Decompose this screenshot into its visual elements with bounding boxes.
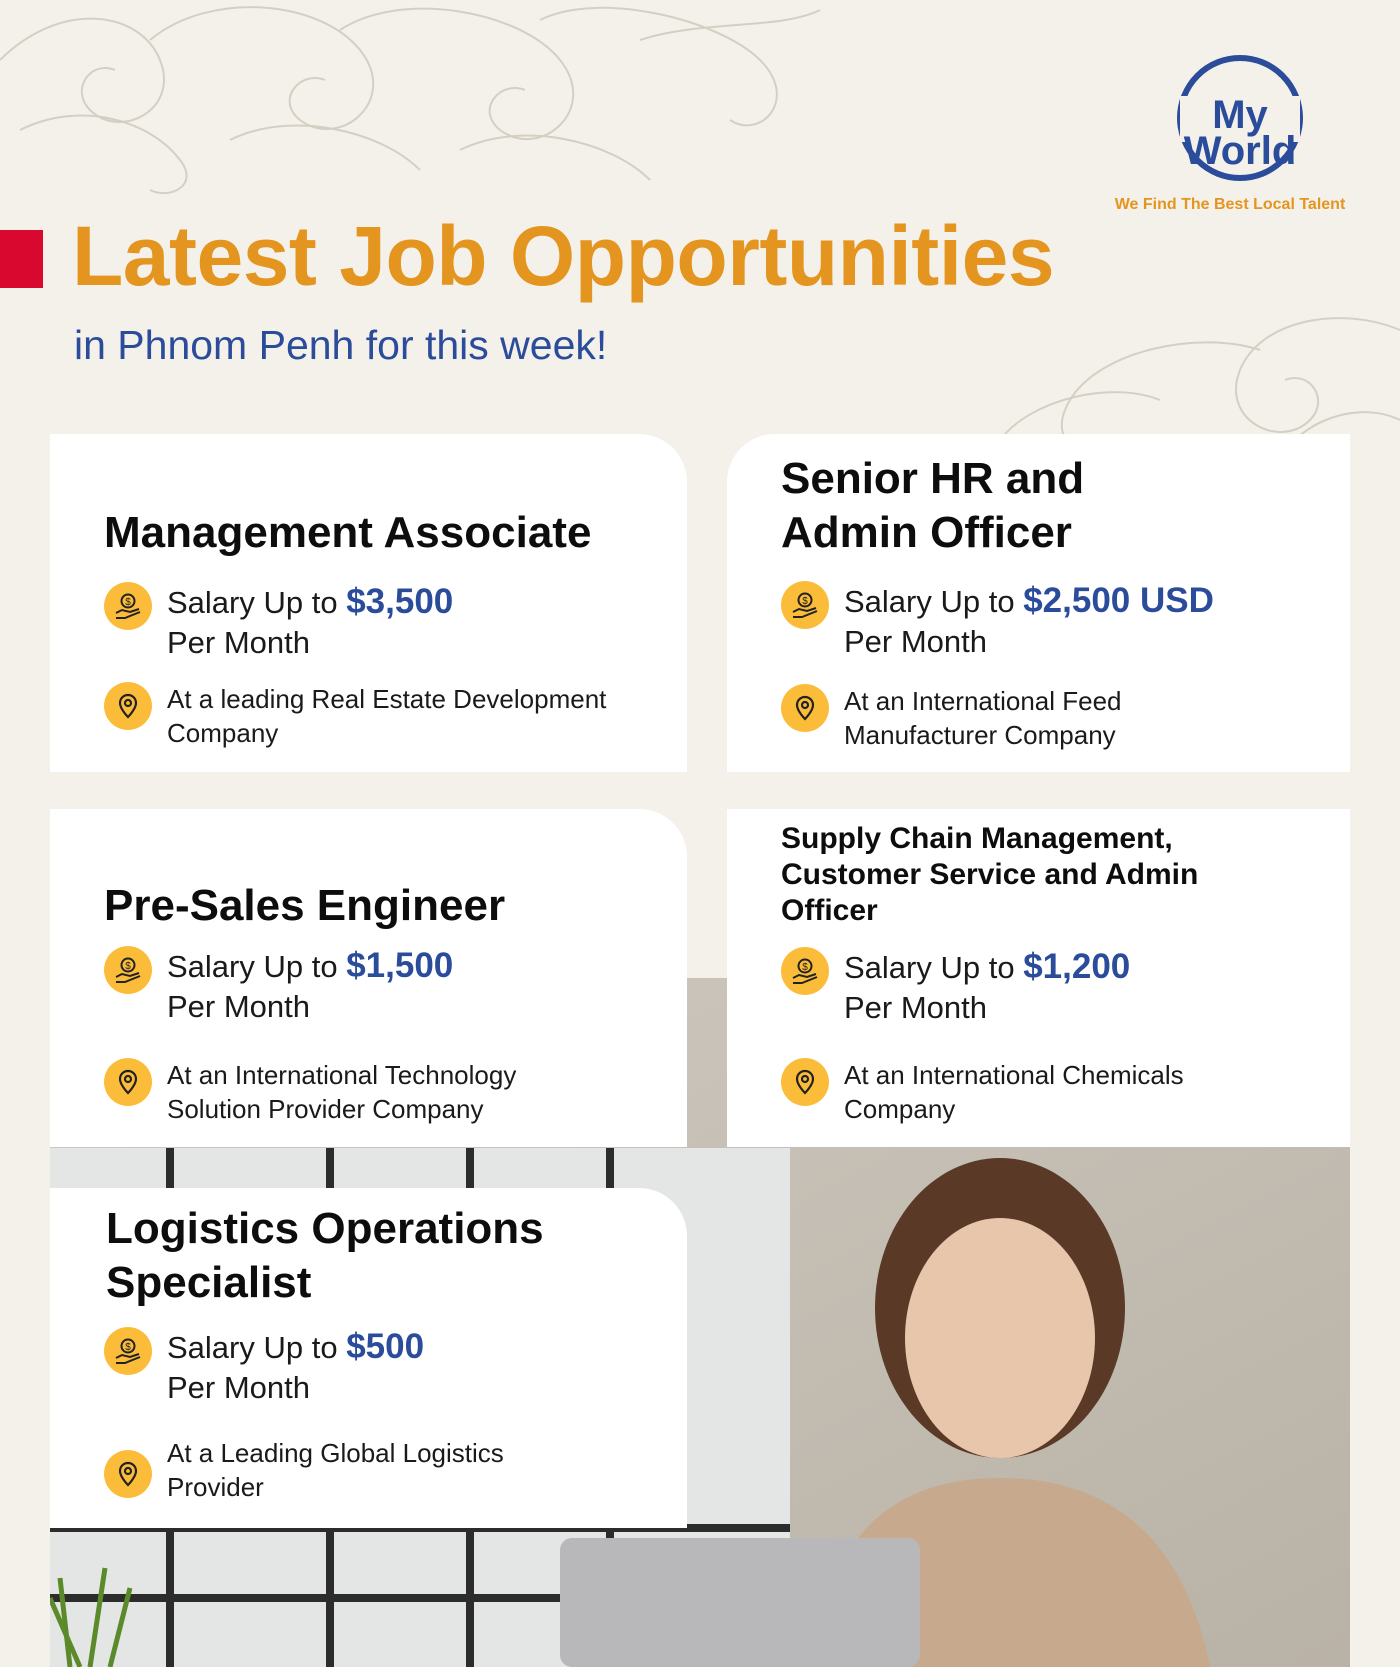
company-description: At an International Chemicals Company	[844, 1060, 1184, 1124]
location-row	[104, 1058, 663, 1126]
job-title: Logistics Operations Specialist	[106, 1204, 544, 1307]
salary-amount: $500	[346, 1327, 425, 1366]
money-hand-icon	[781, 947, 829, 995]
salary-period: Per Month	[844, 624, 988, 659]
money-hand-icon	[781, 581, 829, 629]
salary-prefix: Salary Up to	[844, 950, 1024, 985]
salary-period: Per Month	[167, 989, 311, 1024]
logo-text-my: My	[1212, 93, 1268, 137]
salary-amount: $1,200	[1023, 947, 1131, 986]
brand-logo[interactable]	[1170, 48, 1310, 188]
salary-prefix: Salary Up to	[844, 584, 1024, 619]
company-description: At a Leading Global Logistics Provider	[167, 1438, 504, 1502]
job-title: Pre-Sales Engineer	[104, 881, 506, 930]
money-hand-icon	[104, 1327, 152, 1375]
salary-amount: $3,500	[346, 582, 454, 621]
salary-row	[781, 947, 1326, 1028]
salary-row	[104, 1327, 663, 1408]
money-hand-icon	[104, 946, 152, 994]
logo-text-world: World	[1183, 129, 1297, 173]
salary-period: Per Month	[167, 1370, 311, 1405]
company-description: At an International Technology Solution Provider Company	[167, 1060, 517, 1124]
location-pin-icon	[104, 682, 152, 730]
location-row	[781, 1058, 1326, 1126]
location-row	[781, 684, 1326, 752]
ornament-top-left	[0, 0, 840, 200]
accent-bar	[0, 230, 43, 288]
svg-text:$: $	[125, 1342, 131, 1353]
location-pin-icon	[781, 1058, 829, 1106]
brand-tagline: We Find The Best Local Talent	[1114, 196, 1346, 213]
location-pin-icon	[781, 684, 829, 732]
job-title: Management Associate	[104, 508, 592, 557]
salary-amount: $1,500	[346, 946, 454, 985]
page-subtitle: in Phnom Penh for this week!	[74, 322, 608, 368]
salary-period: Per Month	[844, 990, 988, 1025]
svg-text:$: $	[802, 962, 808, 973]
location-row	[104, 1438, 663, 1504]
svg-text:$: $	[125, 597, 131, 608]
page-title: Latest Job Opportunities	[72, 209, 1055, 303]
salary-prefix: Salary Up to	[167, 585, 347, 620]
job-title: Senior HR and Admin Officer	[781, 454, 1085, 557]
job-card-supply-chain-admin-officer[interactable]	[727, 809, 1350, 1147]
salary-row	[104, 946, 663, 1027]
company-description: At an International Feed Manufacturer Company	[844, 686, 1122, 750]
svg-text:$: $	[125, 961, 131, 972]
salary-prefix: Salary Up to	[167, 1330, 347, 1365]
location-pin-icon	[104, 1058, 152, 1106]
job-card-senior-hr-admin-officer[interactable]	[727, 434, 1350, 772]
job-card-pre-sales-engineer[interactable]	[50, 809, 687, 1147]
salary-row	[781, 581, 1326, 662]
job-card-management-associate[interactable]	[50, 434, 687, 772]
company-description: At a leading Real Estate Development Company	[167, 684, 607, 748]
salary-period: Per Month	[167, 625, 311, 660]
svg-text:$: $	[802, 596, 808, 607]
salary-amount: $2,500 USD	[1023, 581, 1214, 620]
job-card-logistics-operations-specialist[interactable]	[50, 1188, 687, 1528]
salary-prefix: Salary Up to	[167, 949, 347, 984]
money-hand-icon	[104, 582, 152, 630]
location-pin-icon	[104, 1450, 152, 1498]
job-title: Supply Chain Management, Customer Service and Admin Officer	[781, 822, 1199, 927]
salary-row	[104, 582, 663, 663]
location-row	[104, 682, 663, 750]
